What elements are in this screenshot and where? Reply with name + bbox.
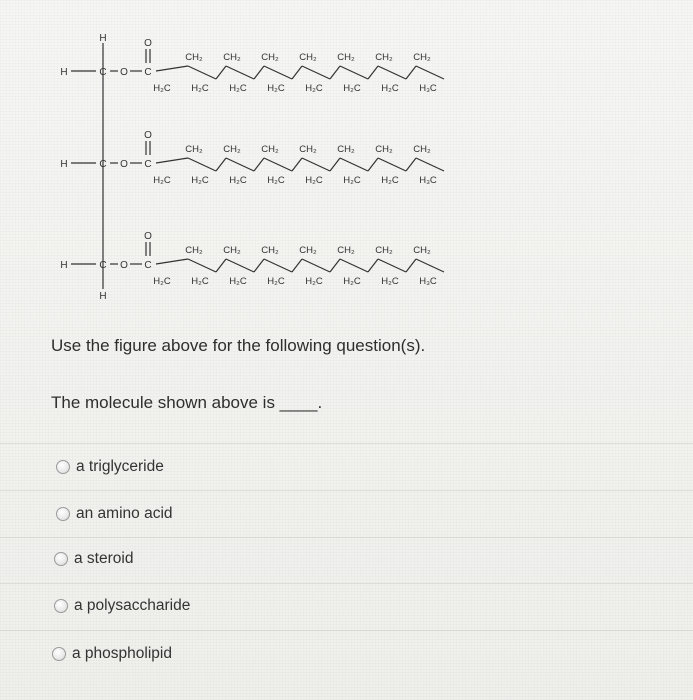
zigzag-bond <box>292 158 302 171</box>
option-label: a triglyceride <box>76 458 164 475</box>
zigzag-bond <box>406 259 416 272</box>
divider <box>0 630 693 631</box>
zigzag-bond <box>156 158 188 163</box>
option-label: a polysaccharide <box>74 597 191 614</box>
option-a-steroid[interactable] <box>54 550 133 568</box>
group-label-h2c: H₂C <box>305 276 323 287</box>
option-label: a steroid <box>74 550 134 567</box>
zigzag-bond <box>188 259 216 272</box>
group-label-h2c: H₂C <box>343 83 361 94</box>
zigzag-bond <box>416 66 444 79</box>
group-label-ch2: CH₂ <box>223 245 241 256</box>
group-label-ch2: CH₂ <box>337 52 355 63</box>
option-a-polysaccharide[interactable] <box>54 597 190 615</box>
group-label-h2c: H₂C <box>153 175 171 186</box>
group-label-ch2: CH₂ <box>299 245 317 256</box>
group-label-h2c: H₂C <box>153 276 171 287</box>
atom-label-o: O <box>144 231 152 242</box>
group-label-ch2: CH₂ <box>261 245 279 256</box>
divider <box>0 443 693 444</box>
atom-label-c: C <box>99 67 107 78</box>
group-label-ch2: CH₂ <box>375 52 393 63</box>
zigzag-bond <box>264 158 292 171</box>
zigzag-bond <box>378 158 406 171</box>
zigzag-bond <box>254 259 264 272</box>
zigzag-bond <box>226 66 254 79</box>
group-label-h2c: H₂C <box>229 83 247 94</box>
group-label-ch2: CH₂ <box>337 245 355 256</box>
group-label-h2c: H₂C <box>305 83 323 94</box>
group-label-h3c: H₃C <box>419 175 437 186</box>
radio-button[interactable] <box>56 460 70 474</box>
zigzag-bond <box>226 158 254 171</box>
zigzag-bond <box>188 66 216 79</box>
group-label-ch2: CH₂ <box>413 52 431 63</box>
zigzag-bond <box>216 158 226 171</box>
group-label-h2c: H₂C <box>267 83 285 94</box>
zigzag-bond <box>292 66 302 79</box>
group-label-ch2: CH₂ <box>261 52 279 63</box>
radio-button[interactable] <box>54 599 68 613</box>
zigzag-bond <box>378 66 406 79</box>
group-label-h2c: H₂C <box>381 83 399 94</box>
zigzag-bond <box>302 259 330 272</box>
zigzag-bond <box>264 259 292 272</box>
group-label-ch2: CH₂ <box>375 245 393 256</box>
zigzag-bond <box>330 158 340 171</box>
zigzag-bond <box>368 259 378 272</box>
option-label: an amino acid <box>76 505 173 522</box>
zigzag-bond <box>368 158 378 171</box>
zigzag-bond <box>264 66 292 79</box>
zigzag-bond <box>340 158 368 171</box>
zigzag-bond <box>254 158 264 171</box>
group-label-h2c: H₂C <box>343 276 361 287</box>
zigzag-bond <box>302 158 330 171</box>
zigzag-bond <box>156 66 188 71</box>
group-label-ch2: CH₂ <box>185 52 203 63</box>
group-label-ch2: CH₂ <box>299 144 317 155</box>
atom-label-h: H <box>60 260 68 271</box>
atom-label-c: C <box>99 260 107 271</box>
atom-label-c: C <box>144 260 152 271</box>
group-label-h2c: H₂C <box>267 276 285 287</box>
zigzag-bond <box>406 66 416 79</box>
atom-label-o: O <box>120 67 128 78</box>
radio-button[interactable] <box>56 507 70 521</box>
zigzag-bond <box>330 259 340 272</box>
zigzag-bond <box>416 259 444 272</box>
atom-label-h: H <box>99 291 107 302</box>
radio-button[interactable] <box>52 647 66 661</box>
zigzag-bond <box>302 66 330 79</box>
question-text: The molecule shown above is ____. <box>51 393 323 412</box>
option-a-triglyceride[interactable] <box>56 458 164 476</box>
divider <box>0 490 693 491</box>
atom-label-c: C <box>99 159 107 170</box>
zigzag-bond <box>416 158 444 171</box>
group-label-ch2: CH₂ <box>299 52 317 63</box>
group-label-ch2: CH₂ <box>413 245 431 256</box>
atom-label-o: O <box>144 130 152 141</box>
triglyceride-structure-figure <box>40 18 470 308</box>
divider <box>0 583 693 584</box>
group-label-ch2: CH₂ <box>337 144 355 155</box>
option-an-amino-acid[interactable] <box>56 505 173 523</box>
group-label-ch2: CH₂ <box>185 144 203 155</box>
atom-label-c: C <box>144 159 152 170</box>
atom-label-o: O <box>144 38 152 49</box>
option-label: a phospholipid <box>72 645 172 662</box>
atom-label-o: O <box>120 159 128 170</box>
group-label-h2c: H₂C <box>153 83 171 94</box>
group-label-ch2: CH₂ <box>223 144 241 155</box>
zigzag-bond <box>216 259 226 272</box>
figure-instruction: Use the figure above for the following question(s). <box>51 336 426 355</box>
zigzag-bond <box>340 66 368 79</box>
group-label-ch2: CH₂ <box>223 52 241 63</box>
group-label-ch2: CH₂ <box>413 144 431 155</box>
zigzag-bond <box>292 259 302 272</box>
zigzag-bond <box>406 158 416 171</box>
group-label-ch2: CH₂ <box>375 144 393 155</box>
divider <box>0 537 693 538</box>
group-label-h2c: H₂C <box>381 276 399 287</box>
atom-label-o: O <box>120 260 128 271</box>
group-label-h2c: H₂C <box>343 175 361 186</box>
atom-label-h: H <box>60 159 68 170</box>
option-a-phospholipid[interactable] <box>52 645 172 663</box>
group-label-h2c: H₂C <box>191 175 209 186</box>
group-label-ch2: CH₂ <box>185 245 203 256</box>
group-label-h2c: H₂C <box>305 175 323 186</box>
group-label-h2c: H₂C <box>191 276 209 287</box>
zigzag-bond <box>368 66 378 79</box>
zigzag-bond <box>216 66 226 79</box>
group-label-h2c: H₂C <box>229 276 247 287</box>
group-label-ch2: CH₂ <box>261 144 279 155</box>
zigzag-bond <box>330 66 340 79</box>
group-label-h3c: H₃C <box>419 276 437 287</box>
atom-label-h: H <box>60 67 68 78</box>
group-label-h2c: H₂C <box>229 175 247 186</box>
atom-label-c: C <box>144 67 152 78</box>
group-label-h3c: H₃C <box>419 83 437 94</box>
group-label-h2c: H₂C <box>267 175 285 186</box>
radio-button[interactable] <box>54 552 68 566</box>
group-label-h2c: H₂C <box>381 175 399 186</box>
zigzag-bond <box>156 259 188 264</box>
atom-label-h: H <box>99 33 107 44</box>
zigzag-bond <box>226 259 254 272</box>
group-label-h2c: H₂C <box>191 83 209 94</box>
zigzag-bond <box>254 66 264 79</box>
zigzag-bond <box>188 158 216 171</box>
structure-diagram <box>40 18 470 308</box>
zigzag-bond <box>340 259 368 272</box>
zigzag-bond <box>378 259 406 272</box>
